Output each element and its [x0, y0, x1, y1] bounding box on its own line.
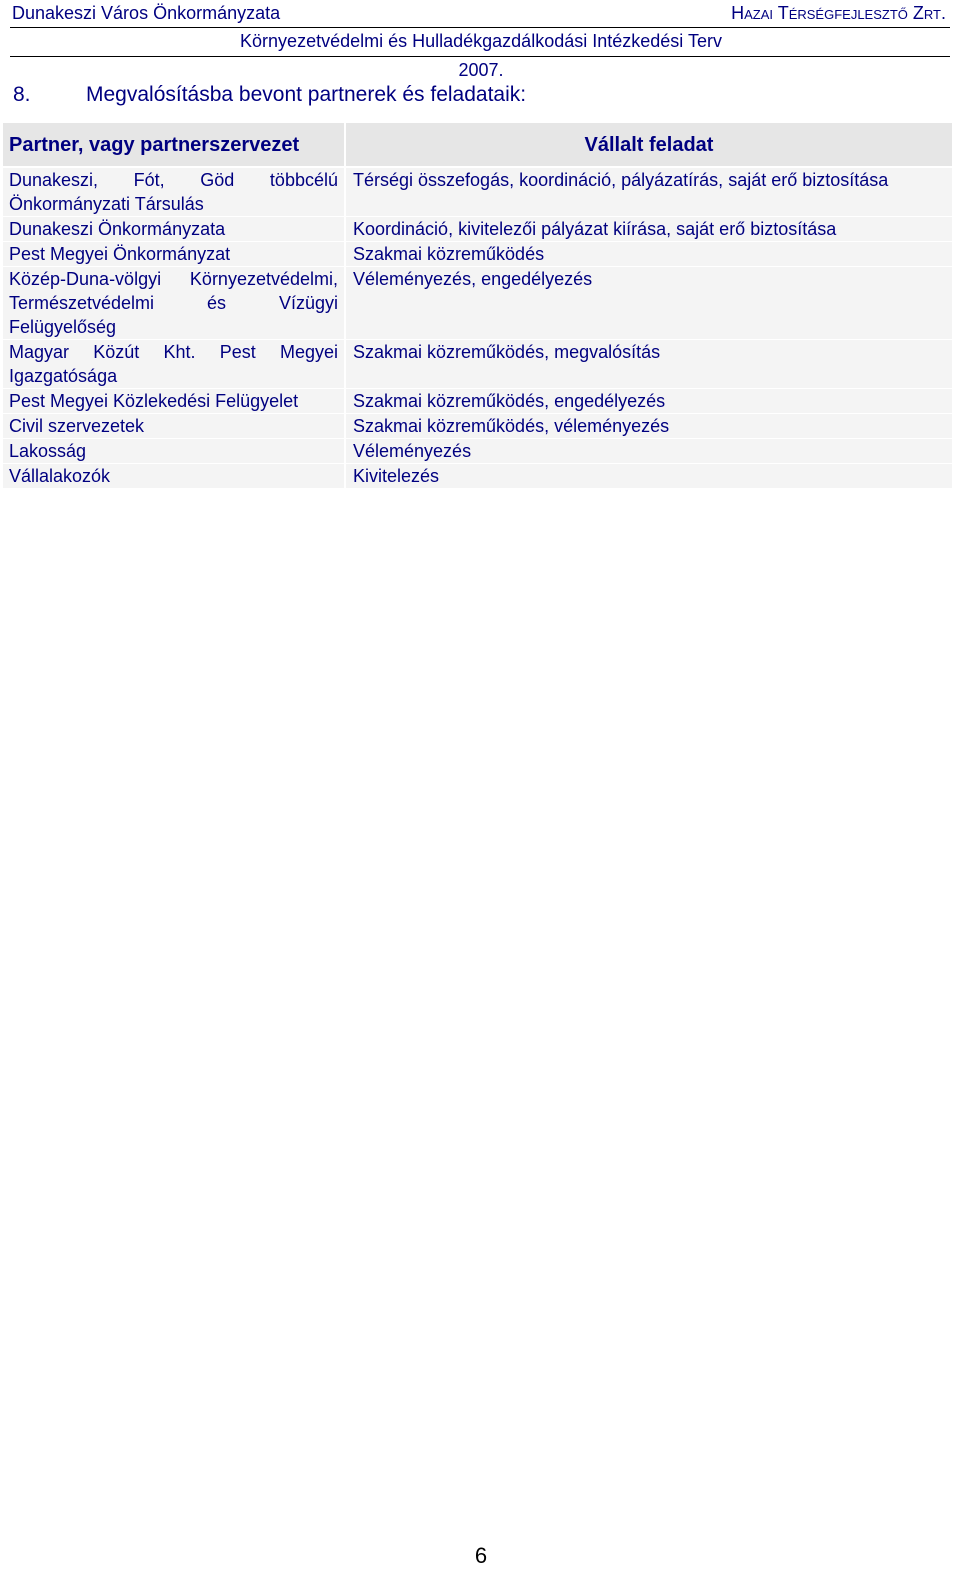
section-heading [13, 83, 526, 107]
page-number: 6 [474, 1543, 488, 1568]
task-cell: Szakmai közreműködés, engedélyezés [345, 389, 952, 414]
section-title-text: Megvalósításba bevont partnerek és feladataik: [86, 83, 527, 106]
task-cell: Szakmai közreműködés, megvalósítás [345, 340, 952, 389]
table-row [3, 414, 952, 439]
task-cell: Véleményezés [345, 439, 952, 464]
header-divider-top [10, 27, 950, 28]
task-cell: Szakmai közreműködés [345, 242, 952, 267]
partner-cell: Dunakeszi, Fót, Göd többcélú Önkormányzati Társulás [3, 167, 345, 217]
header-year: 2007. [458, 60, 504, 80]
task-cell: Szakmai közreműködés, véleményezés [345, 414, 952, 439]
partner-cell: Civil szervezetek [3, 414, 345, 439]
task-cell: Térségi összefogás, koordináció, pályázatírás, saját erő biztosítása [345, 167, 952, 217]
section-number: 8. [13, 83, 31, 106]
partner-cell: Közép-Duna-völgyi Környezetvédelmi, Természetvédelmi és Vízügyi Felügyelőség [3, 267, 345, 340]
column-header-task: Vállalt feladat [345, 123, 952, 167]
partner-cell: Vállalakozók [3, 464, 345, 489]
task-cell: Véleményezés, engedélyezés [345, 267, 952, 340]
table-row [3, 242, 952, 267]
table-row [3, 439, 952, 464]
column-header-partner: Partner, vagy partnerszervezet [3, 123, 345, 167]
table-row [3, 389, 952, 414]
table-row [3, 464, 952, 489]
header-company: Hazai Térségfejlesztő Zrt. [731, 3, 946, 23]
table-row [3, 217, 952, 242]
table-header-row [3, 123, 952, 167]
partner-cell: Lakosság [3, 439, 345, 464]
partner-cell: Pest Megyei Önkormányzat [3, 242, 345, 267]
table-row [3, 340, 952, 389]
partner-cell: Pest Megyei Közlekedési Felügyelet [3, 389, 345, 414]
partner-cell: Magyar Közút Kht. Pest Megyei Igazgatósága [3, 340, 345, 389]
header-document-title: Környezetvédelmi és Hulladékgazdálkodási Intézkedési Terv [240, 31, 722, 51]
header-organization: Dunakeszi Város Önkormányzata [12, 3, 281, 23]
table-row [3, 267, 952, 340]
partners-table [3, 123, 952, 489]
task-cell: Koordináció, kivitelezői pályázat kiírása, saját erő biztosítása [345, 217, 952, 242]
task-cell: Kivitelezés [345, 464, 952, 489]
header-divider-bottom [10, 56, 950, 57]
table-row [3, 167, 952, 217]
partner-cell: Dunakeszi Önkormányzata [3, 217, 345, 242]
